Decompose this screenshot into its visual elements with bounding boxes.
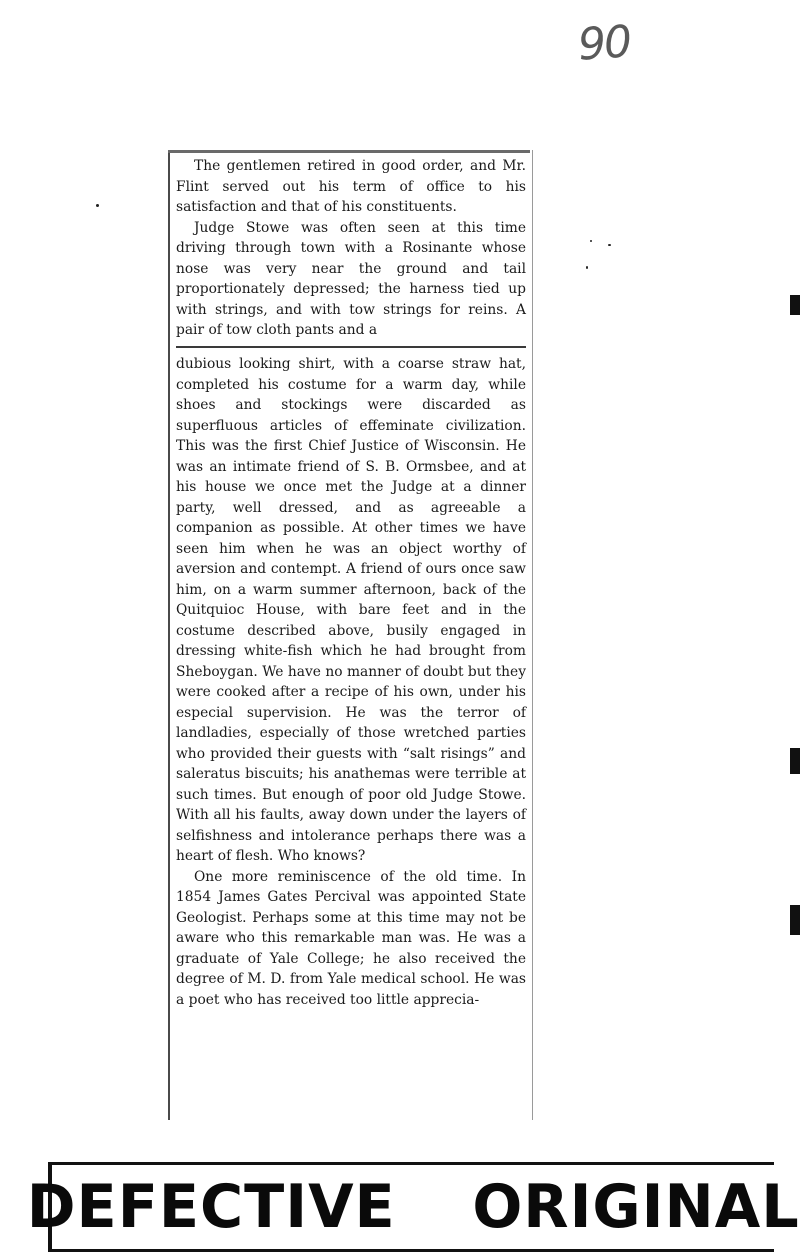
- scan-speck: [608, 244, 611, 246]
- scan-edge-mark: [790, 905, 800, 935]
- paragraph: The gentlemen retired in good order, and Mr. Flint served out his term of office to his satisfaction and that of his constituents.: [176, 158, 526, 215]
- stamp-word-defective: DEFECTIVE: [26, 1172, 396, 1242]
- clipping-top-edge: [168, 150, 530, 153]
- scan-edge-mark: [790, 295, 800, 315]
- paragraph: Judge Stowe was often seen at this time driving through town with a Rosinante whose nose was very near the ground and tail proportionately depressed; the harness tied up with strings, and with tow strings for reins. A pair of tow cloth pants and a: [176, 219, 526, 338]
- scan-speck: [586, 266, 588, 269]
- column-divider: [176, 346, 526, 348]
- column-part-a: [176, 156, 526, 341]
- scan-speck: [96, 204, 99, 207]
- scan-edge-mark: [790, 748, 800, 774]
- paragraph: dubious looking shirt, with a coarse straw hat, completed his costume for a warm day, while shoes and stockings were discarded as superfluous articles of effeminate civilization. This was the first Chief Justice of Wisconsin. He was an intimate friend of S. B. Ormsbee, and at his house we once met the Judge at a dinner party, well dressed, and as agreeable a companion as possible. At other times we have seen him when he was an object worthy of aversion and contempt. A friend of ours once saw him, on a warm summer afternoon, back of the Quitquioc House, with bare feet and in the costume described above, busily engaged in dressing white-fish which he had brought from Sheboygan. We have no manner of doubt but they were cooked after a recipe of his own, under his especial supervision. He was the terror of landladies, especially of those wretched parties who provided their guests with “salt risings” and saleratus biscuits; his anathemas were terrible at such times. But enough of poor old Judge Stowe. With all his faults, away down under the layers of selfishness and intolerance perhaps there was a heart of flesh. Who knows?: [176, 356, 526, 864]
- column-part-b: [176, 354, 526, 1010]
- page-number: 90: [576, 16, 632, 71]
- defective-original-stamp: [26, 1162, 800, 1252]
- scan-speck: [590, 240, 592, 242]
- paragraph: One more reminiscence of the old time. In 1854 James Gates Percival was appointed State Geologist. Perhaps some at this time may not be aware who this remarkable man was. He was a graduate of Yale College; he also received the degree of M. D. from Yale medical school. He was a poet who has received too little apprecia-: [176, 868, 526, 1008]
- stamp-word-original: ORIGINAL: [472, 1172, 800, 1242]
